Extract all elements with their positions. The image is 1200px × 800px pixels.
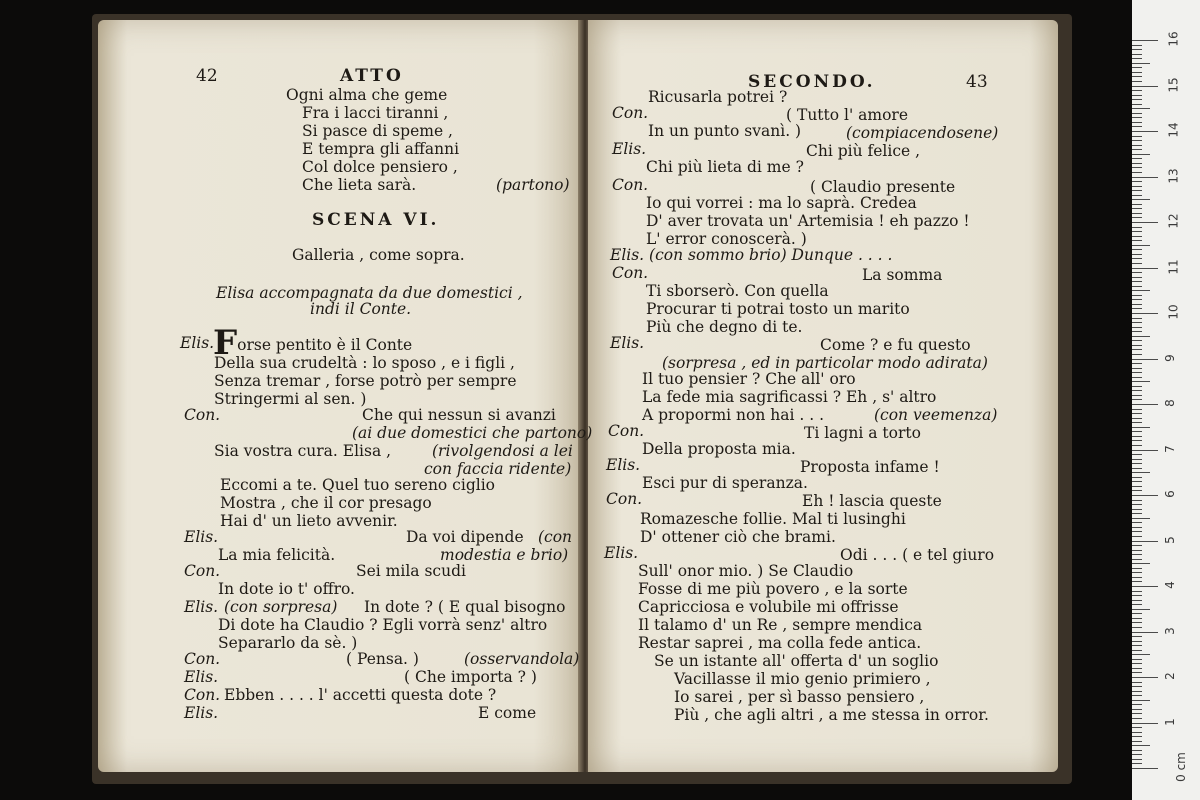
ruler-tick: [1132, 522, 1142, 523]
ruler-tick: [1132, 190, 1142, 191]
ruler-tick: [1132, 304, 1142, 305]
dialogue-line: Più che degno di te.: [646, 318, 803, 336]
ruler-tick: [1132, 754, 1142, 755]
ruler-tick: [1132, 186, 1142, 187]
ruler-tick: [1132, 427, 1150, 428]
ruler-tick: [1132, 81, 1142, 82]
ruler-label: 14: [1166, 122, 1181, 138]
ruler-label: 15: [1166, 76, 1181, 93]
stage-direction: (sorpresa , ed in particolar modo adirata): [662, 354, 988, 372]
ruler-tick: [1132, 691, 1142, 692]
ruler-tick: [1132, 181, 1142, 182]
ruler-tick: [1132, 609, 1150, 610]
ruler-tick: [1132, 258, 1142, 259]
ruler-tick: [1132, 336, 1150, 337]
dialogue-line: La mia felicità.: [218, 546, 336, 564]
ruler-tick: [1132, 272, 1142, 273]
ruler-tick: [1132, 163, 1142, 164]
ruler-label: 0 cm: [1173, 752, 1188, 782]
ruler-tick: [1132, 672, 1142, 673]
dialogue-line: Procurar ti potrai tosto un marito: [646, 300, 910, 318]
ruler-tick: [1132, 199, 1150, 200]
dialogue-line: D' aver trovata un' Artemisia ! eh pazzo !: [646, 212, 970, 230]
ruler-tick: [1132, 677, 1158, 678]
ruler-tick: [1132, 217, 1142, 218]
scene-setting: Galleria , come sopra.: [292, 246, 465, 264]
ruler-tick: [1132, 268, 1158, 269]
ruler-tick: [1132, 454, 1142, 455]
ruler-tick: [1132, 286, 1142, 287]
ruler-label: 1: [1162, 717, 1177, 726]
ruler-tick: [1132, 727, 1142, 728]
dialogue-line: ( Claudio presente: [810, 178, 956, 196]
ruler-tick: [1132, 167, 1142, 168]
ruler-tick: [1132, 313, 1158, 314]
ruler-tick: [1132, 545, 1142, 546]
ruler-tick: [1132, 632, 1158, 633]
ruler-tick: [1132, 659, 1142, 660]
ruler-tick: [1132, 40, 1158, 41]
ruler-tick: [1132, 208, 1142, 209]
ruler-label: 12: [1166, 213, 1181, 229]
ruler-tick: [1132, 695, 1142, 696]
ruler-tick: [1132, 541, 1158, 542]
ruler-tick: [1132, 422, 1142, 423]
dialogue-line: E come: [478, 704, 537, 722]
ruler-tick: [1132, 390, 1142, 391]
ruler-tick: [1132, 768, 1158, 769]
dialogue-line: Della proposta mia.: [642, 440, 796, 458]
ruler-tick: [1132, 281, 1142, 282]
ruler-tick: [1132, 481, 1142, 482]
ruler-tick: [1132, 600, 1142, 601]
ruler-tick: [1132, 472, 1150, 473]
ruler-tick: [1132, 563, 1150, 564]
ruler-tick: [1132, 67, 1142, 68]
dialogue-line: Romazesche follie. Mal ti lusinghi: [640, 510, 906, 528]
ruler-label: 2: [1162, 672, 1177, 680]
dialogue-line: D' ottener ciò che brami.: [640, 528, 836, 546]
ruler-tick: [1132, 445, 1142, 446]
speaker-label: Con.: [612, 264, 649, 282]
speaker-label: Con.: [606, 490, 643, 508]
dialogue-line: Ebben . . . . l' accetti questa dote ?: [224, 686, 497, 704]
dialogue-line: Chi più lieta di me ?: [646, 158, 804, 176]
dialogue-line: Che qui nessun si avanzi: [362, 406, 556, 424]
speaker-label: Con.: [612, 104, 649, 122]
stage-direction: (con veemenza): [874, 406, 998, 424]
speaker-label: Elis.: [184, 598, 219, 616]
ruler-tick: [1132, 290, 1150, 291]
ruler-tick: [1132, 90, 1142, 91]
ruler-label: 11: [1166, 258, 1181, 275]
ruler-tick: [1132, 113, 1142, 114]
ruler-tick: [1132, 636, 1142, 637]
dialogue-line: Io qui vorrei : ma lo saprà. Credea: [646, 194, 917, 212]
ruler-tick: [1132, 513, 1142, 514]
ruler-tick: [1132, 195, 1142, 196]
ruler-tick: [1132, 363, 1142, 364]
dialogue-line: Se un istante all' offerta d' un soglio: [654, 652, 939, 670]
ruler-label: 7: [1162, 444, 1177, 453]
dialogue-line: Chi più felice ,: [806, 142, 921, 160]
ruler-tick: [1132, 386, 1142, 387]
dialogue-line: L' error conoscerà. ): [646, 230, 807, 248]
ruler-tick: [1132, 486, 1142, 487]
dialogue-line: Restar saprei , ma colla fede antica.: [638, 634, 922, 652]
ruler-tick: [1132, 613, 1142, 614]
verse-line: E tempra gli affanni: [302, 140, 460, 158]
ruler-tick: [1132, 381, 1150, 382]
stage-direction: (con: [538, 528, 573, 546]
ruler-tick: [1132, 713, 1142, 714]
dialogue-line: Elis. (con sommo brio) Dunque . . . .: [610, 246, 893, 264]
dialogue-line: Ti sborserò. Con quella: [646, 282, 829, 300]
verse-line: Col dolce pensiero ,: [302, 158, 458, 176]
dialogue-line: Proposta infame !: [800, 458, 940, 476]
ruler-tick: [1132, 327, 1142, 328]
ruler-tick: [1132, 450, 1158, 451]
verse-line: Che lieta sarà.: [302, 176, 417, 194]
ruler-tick: [1132, 413, 1142, 414]
ruler-label: 16: [1166, 31, 1181, 47]
speaker-label: Elis.: [184, 528, 219, 546]
ruler-tick: [1132, 308, 1142, 309]
ruler-tick: [1132, 368, 1142, 369]
ruler-label: 9: [1162, 353, 1177, 362]
dialogue-line: Stringermi al sen. ): [214, 390, 367, 408]
ruler-tick: [1132, 136, 1142, 137]
ruler-tick: [1132, 49, 1142, 50]
ruler-tick: [1132, 500, 1142, 501]
ruler-tick: [1132, 568, 1142, 569]
dialogue-line: Più , che agli altri , a me stessa in orror.: [674, 706, 989, 724]
dialogue-line: Il tuo pensier ? Che all' oro: [642, 370, 856, 388]
ruler-label: 6: [1162, 490, 1177, 498]
ruler-tick: [1132, 518, 1150, 519]
ruler-tick: [1132, 140, 1142, 141]
dialogue-line: Separarlo da sè. ): [218, 634, 358, 652]
dialogue-line: Io sarei , per sì basso pensiero ,: [674, 688, 925, 706]
stage-direction: indi il Conte.: [310, 300, 412, 318]
ruler-tick: [1132, 227, 1142, 228]
ruler-tick: [1132, 682, 1142, 683]
ruler-tick: [1132, 345, 1142, 346]
ruler-tick: [1132, 404, 1158, 405]
ruler-tick: [1132, 750, 1142, 751]
ruler-tick: [1132, 572, 1142, 573]
ruler-tick: [1132, 704, 1142, 705]
ruler-tick: [1132, 240, 1142, 241]
dialogue-line: Eccomi a te. Quel tuo sereno ciglio: [220, 476, 495, 494]
ruler-tick: [1132, 645, 1142, 646]
dialogue-line: La somma: [862, 266, 943, 284]
dialogue-line: Il talamo d' un Re , sempre mendica: [638, 616, 923, 634]
drop-cap: F: [213, 323, 238, 363]
ruler-tick: [1132, 372, 1142, 373]
ruler-tick: [1132, 95, 1142, 96]
ruler-tick: [1132, 331, 1142, 332]
ruler-tick: [1132, 650, 1142, 651]
ruler-tick: [1132, 104, 1142, 105]
running-head-left: ATTO: [340, 66, 404, 86]
ruler-tick: [1132, 536, 1142, 537]
speaker-label: Con.: [184, 650, 221, 668]
ruler-tick: [1132, 399, 1142, 400]
ruler-tick: [1132, 117, 1142, 118]
ruler-tick: [1132, 340, 1142, 341]
dialogue-line: Sei mila scudi: [356, 562, 466, 580]
verse-line: Si pasce di speme ,: [302, 122, 453, 140]
dialogue-line: Fosse di me più povero , e la sorte: [638, 580, 908, 598]
dialogue-line: Hai d' un lieto avvenir.: [220, 512, 398, 530]
speaker-label: Elis.: [184, 668, 219, 686]
ruler-tick: [1132, 58, 1142, 59]
ruler-tick: [1132, 158, 1142, 159]
page-number-left: 42: [196, 66, 218, 86]
ruler-tick: [1132, 559, 1142, 560]
stage-direction: modestia e brio): [440, 546, 569, 564]
ruler-tick: [1132, 213, 1142, 214]
speaker-label: Con.: [184, 562, 221, 580]
ruler-tick: [1132, 763, 1142, 764]
ruler-tick: [1132, 409, 1142, 410]
ruler-tick: [1132, 668, 1142, 669]
ruler-tick: [1132, 431, 1142, 432]
ruler-tick: [1132, 622, 1142, 623]
stage-direction: con faccia ridente): [424, 460, 572, 478]
dialogue-line: Sia vostra cura. Elisa ,: [214, 442, 392, 460]
page-number-right: 43: [966, 72, 988, 92]
dialogue-line: In dote io t' offro.: [218, 580, 355, 598]
ruler-tick: [1132, 131, 1158, 132]
ruler-tick: [1132, 477, 1142, 478]
speaker-label: Con.: [612, 176, 649, 194]
ruler-tick: [1132, 72, 1142, 73]
ruler-tick: [1132, 581, 1142, 582]
ruler-tick: [1132, 222, 1158, 223]
ruler-tick: [1132, 718, 1142, 719]
speaker-label: Elis.: [184, 704, 219, 722]
speaker-label: Con.: [608, 422, 645, 440]
dialogue-line: Senza tremar , forse potrò per sempre: [214, 372, 517, 390]
ruler-tick: [1132, 686, 1142, 687]
ruler-tick: [1132, 108, 1150, 109]
dialogue-line: Eh ! lascia queste: [802, 492, 942, 510]
ruler-tick: [1132, 204, 1142, 205]
ruler-label: 13: [1166, 167, 1181, 184]
verse-line: Ogni alma che geme: [286, 86, 448, 104]
speaker-label: Elis.: [180, 334, 215, 352]
ruler-tick: [1132, 627, 1142, 628]
stage-direction: (compiacendosene): [846, 124, 999, 142]
ruler-tick: [1132, 591, 1142, 592]
ruler-tick: [1132, 172, 1142, 173]
dialogue-line: Vacillasse il mio genio primiero ,: [674, 670, 931, 688]
speaker-label: Elis.: [612, 140, 647, 158]
measurement-ruler: [1132, 0, 1200, 800]
ruler-tick: [1132, 145, 1142, 146]
ruler-tick: [1132, 295, 1142, 296]
ruler-tick: [1132, 440, 1142, 441]
ruler-label: 4: [1162, 581, 1177, 589]
ruler-tick: [1132, 63, 1150, 64]
ruler-tick: [1132, 741, 1142, 742]
speaker-label: Elis.: [606, 456, 641, 474]
ruler-tick: [1132, 490, 1142, 491]
ruler-tick: [1132, 231, 1142, 232]
ruler-tick: [1132, 436, 1142, 437]
ruler-tick: [1132, 126, 1142, 127]
ruler-tick: [1132, 595, 1142, 596]
ruler-tick: [1132, 322, 1142, 323]
dialogue-line: A propormi non hai . . .: [642, 406, 824, 424]
dialogue-line: Ti lagni a torto: [804, 424, 921, 442]
ruler-label: 3: [1162, 626, 1177, 635]
ruler-tick: [1132, 245, 1150, 246]
ruler-tick: [1132, 641, 1142, 642]
dialogue-line: In dote ? ( E qual bisogno: [364, 598, 566, 616]
ruler-tick: [1132, 54, 1142, 55]
ruler-tick: [1132, 318, 1142, 319]
ruler-tick: [1132, 354, 1142, 355]
ruler-label: 10: [1166, 304, 1181, 320]
ruler-label: 8: [1162, 399, 1177, 407]
stage-direction: (partono): [496, 176, 570, 194]
ruler-tick: [1132, 723, 1158, 724]
dialogue-line: La fede mia sagrificassi ? Eh , s' altro: [642, 388, 937, 406]
stage-direction: (osservandola): [464, 650, 580, 668]
verse-line: Fra i lacci tiranni ,: [302, 104, 449, 122]
ruler-tick: [1132, 377, 1142, 378]
ruler-tick: [1132, 236, 1142, 237]
ruler-tick: [1132, 495, 1158, 496]
ruler-tick: [1132, 604, 1142, 605]
ruler-tick: [1132, 149, 1142, 150]
running-head-right: SECONDO.: [748, 72, 876, 92]
ruler-tick: [1132, 76, 1142, 77]
stage-direction: (ai due domestici che partono): [352, 424, 593, 442]
ruler-tick: [1132, 277, 1142, 278]
ruler-tick: [1132, 504, 1142, 505]
ruler-tick: [1132, 459, 1142, 460]
ruler-tick: [1132, 709, 1142, 710]
ruler-tick: [1132, 527, 1142, 528]
dialogue-line: Da voi dipende: [406, 528, 524, 546]
dialogue-line: ( Tutto l' amore: [786, 106, 909, 124]
dialogue-line: Di dote ha Claudio ? Egli vorrà senz' altro: [218, 616, 548, 634]
dialogue-text: orse pentito è il Conte: [237, 336, 413, 354]
dialogue-line: Odi . . . ( e tel giuro: [840, 546, 995, 564]
speaker-label: Elis.: [604, 544, 639, 562]
ruler-tick: [1132, 736, 1142, 737]
dialogue-line: Esci pur di speranza.: [642, 474, 808, 492]
stage-direction: (rivolgendosi a lei: [432, 442, 573, 460]
ruler-tick: [1132, 663, 1142, 664]
ruler-tick: [1132, 463, 1142, 464]
speaker-label: Con.: [184, 686, 221, 704]
ruler-tick: [1132, 122, 1142, 123]
ruler-tick: [1132, 586, 1158, 587]
ruler-tick: [1132, 299, 1142, 300]
dialogue-line: Mostra , che il cor presago: [220, 494, 432, 512]
speaker-label: Elis.: [610, 334, 645, 352]
ruler-tick: [1132, 418, 1142, 419]
dialogue-line: Ricusarla potrei ?: [648, 88, 788, 106]
ruler-tick: [1132, 249, 1142, 250]
ruler-tick: [1132, 745, 1150, 746]
ruler-tick: [1132, 45, 1142, 46]
ruler-tick: [1132, 759, 1142, 760]
ruler-tick: [1132, 509, 1142, 510]
dialogue-line: Della sua crudeltà : lo sposo , e i figli ,: [214, 354, 515, 372]
dialogue-line: In un punto svanì. ): [648, 122, 802, 140]
dialogue-line: [213, 323, 413, 363]
dialogue-line: Come ? e fu questo: [820, 336, 971, 354]
stage-direction: Elisa accompagnata da due domestici ,: [216, 284, 523, 302]
ruler-tick: [1132, 732, 1142, 733]
scene-title: SCENA VI.: [312, 210, 440, 230]
ruler-tick: [1132, 263, 1142, 264]
stage-direction: (con sorpresa): [224, 598, 338, 616]
dialogue-line: ( Pensa. ): [346, 650, 419, 668]
ruler-tick: [1132, 700, 1150, 701]
ruler-tick: [1132, 468, 1142, 469]
speaker-label: Con.: [184, 406, 221, 424]
ruler-label: 5: [1162, 535, 1177, 544]
ruler-tick: [1132, 154, 1150, 155]
ruler-tick: [1132, 654, 1150, 655]
ruler-tick: [1132, 395, 1142, 396]
ruler-tick: [1132, 254, 1142, 255]
dialogue-line: Capricciosa e volubile mi offrisse: [638, 598, 899, 616]
dialogue-line: Sull' onor mio. ) Se Claudio: [638, 562, 854, 580]
ruler-tick: [1132, 550, 1142, 551]
ruler-tick: [1132, 618, 1142, 619]
ruler-tick: [1132, 99, 1142, 100]
ruler-tick: [1132, 86, 1158, 87]
dialogue-line: ( Che importa ? ): [404, 668, 537, 686]
ruler-tick: [1132, 531, 1142, 532]
ruler-tick: [1132, 177, 1158, 178]
ruler-tick: [1132, 349, 1142, 350]
ruler-tick: [1132, 577, 1142, 578]
ruler-tick: [1132, 359, 1158, 360]
ruler-tick: [1132, 554, 1142, 555]
